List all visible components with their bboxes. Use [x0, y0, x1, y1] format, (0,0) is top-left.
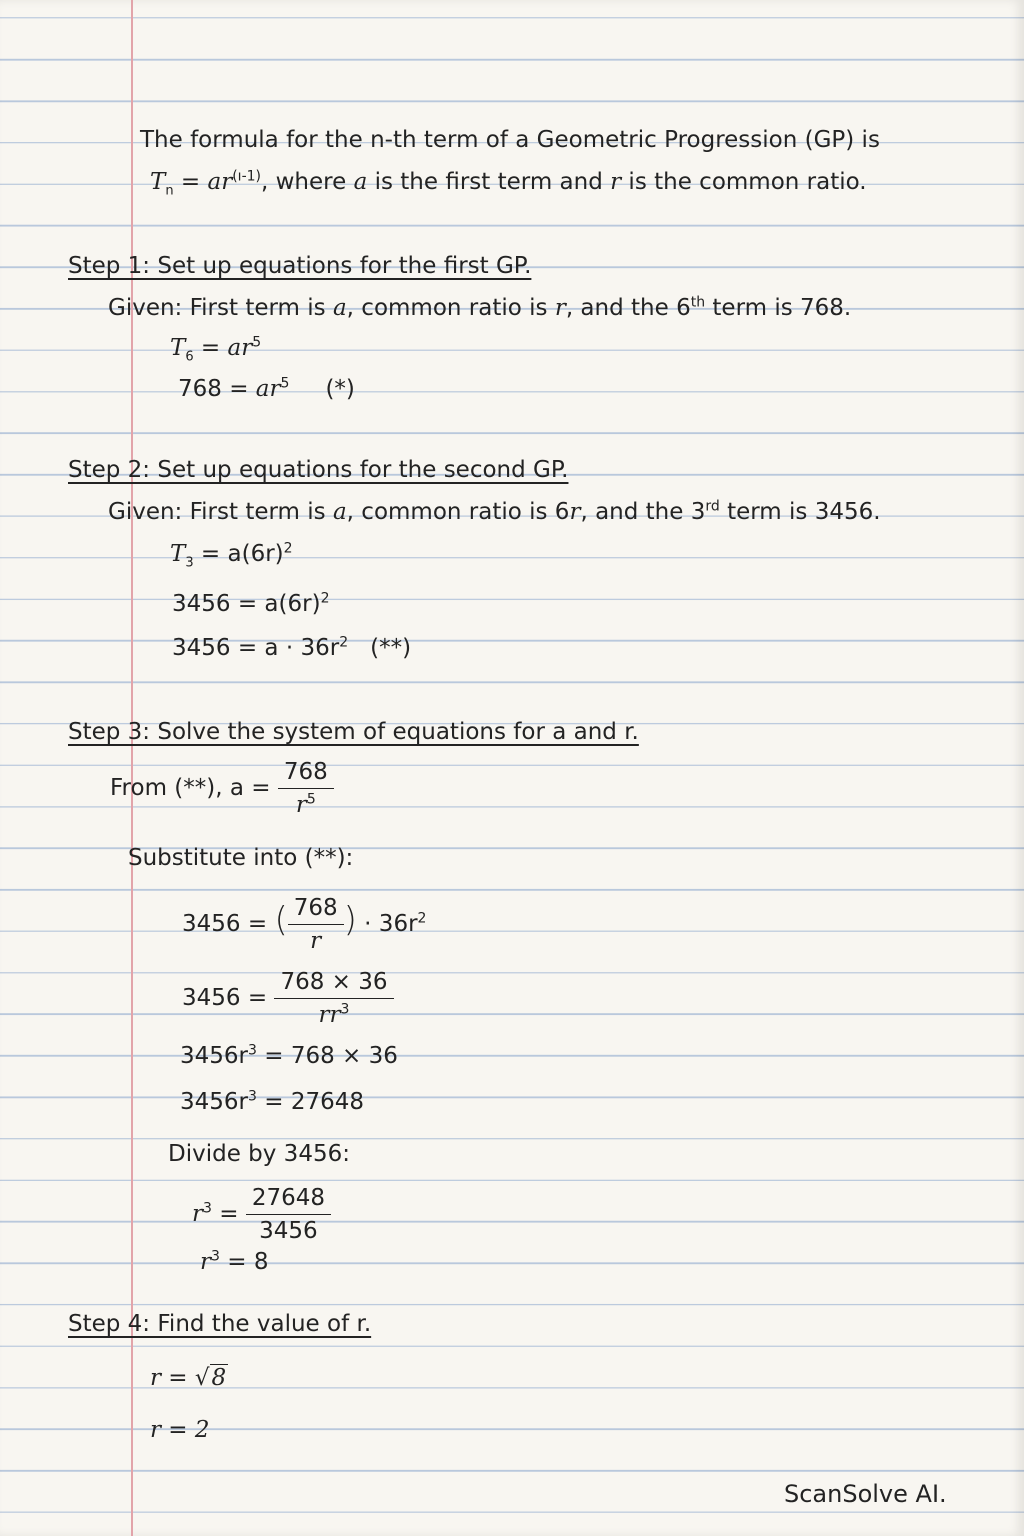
step3-from-den-var: r [295, 792, 307, 818]
step3-eq3-rhs: = 768 × 36 [256, 1043, 398, 1069]
step1-given-a: Given: First term is [108, 295, 333, 321]
step3-eq2-den-exp: 3 [340, 1001, 350, 1018]
formula-rest-a: , where [261, 169, 354, 195]
step3-eq4 [180, 1088, 364, 1116]
step3-eq1 [182, 894, 426, 955]
step3-eq1-open: ( [274, 900, 288, 940]
step2-var-r: r [569, 499, 581, 525]
step3-eq6-lhs: r [200, 1249, 211, 1275]
step3-eq3-exp: 3 [248, 1042, 257, 1059]
step3-eq4-rhs: = 27648 [256, 1089, 364, 1115]
step3-eq3 [180, 1042, 398, 1070]
step2-given [108, 498, 881, 526]
step3-from [110, 758, 334, 819]
step2-given-a: Given: First term is [108, 499, 333, 525]
step3-eq5 [192, 1184, 331, 1245]
step3-eq3-lhs: 3456r [180, 1043, 248, 1069]
formula-lhs-sub: n [165, 183, 174, 199]
step3-eq2-lhs: 3456 = [182, 985, 275, 1011]
step2-eq2-exp: 2 [320, 590, 330, 607]
step1-eq2-exp: 5 [280, 375, 290, 392]
step1-eq2-tag: (*) [325, 376, 355, 402]
step1-eq1-rhs: ar [227, 335, 253, 361]
step2-eq3-tag: (**) [370, 635, 412, 661]
var-a: a [353, 169, 368, 195]
step3-substitute: Substitute into (**): [128, 845, 354, 871]
step2-eq2-text: 3456 = a(6r) [172, 591, 321, 617]
step2-var-a: a [332, 499, 347, 525]
step3-from-fraction [278, 758, 334, 819]
step2-eq3-exp: 2 [339, 634, 349, 651]
step1-heading: Step 1: Set up equations for the first GP. [68, 253, 532, 279]
step3-eq4-lhs: 3456r [180, 1089, 248, 1115]
step3-eq2 [182, 968, 394, 1029]
step3-eq6-rhs: = 8 [219, 1249, 269, 1275]
step4-eq1-lhs: r = [150, 1365, 195, 1391]
step1-eq2-rhs: ar [255, 376, 281, 402]
step1-given [108, 294, 851, 322]
step3-eq2-den [319, 999, 350, 1029]
step2-eq1 [170, 540, 293, 571]
step3-eq2-num: 768 × 36 [274, 968, 393, 999]
step3-eq2-den-var: rr [318, 1002, 341, 1028]
var-r: r [610, 169, 622, 195]
sqrt-icon: √ [194, 1365, 210, 1391]
formula-exp: (ı-1) [232, 168, 261, 185]
step2-eq3-text: 3456 = a · 36r [172, 635, 340, 661]
formula-rhs: ar [207, 169, 233, 195]
step3-eq5-num: 27648 [246, 1184, 331, 1215]
step2-eq1-lhs: T [170, 541, 186, 567]
step4-heading: Step 4: Find the value of r. [68, 1311, 372, 1337]
step1-eq2-lhs: 768 = [178, 376, 256, 402]
step3-from-num: 768 [278, 758, 334, 789]
step2-eq1-exp: 2 [283, 540, 293, 557]
step3-from-den-exp: 5 [306, 791, 316, 808]
step2-heading: Step 2: Set up equations for the second GP. [68, 457, 569, 483]
step1-given-b: , common ratio is [346, 295, 555, 321]
step2-given-d: term is 3456. [719, 499, 881, 525]
step2-eq2 [172, 590, 329, 618]
formula-lhs: T [150, 169, 166, 195]
step3-eq1-den: r [310, 928, 322, 954]
step1-given-c: , and the 6 [565, 295, 691, 321]
step3-eq1-close: ) [343, 900, 357, 940]
step1-given-sup: th [690, 294, 706, 311]
step2-given-b: , common ratio is 6 [346, 499, 570, 525]
step1-var-r: r [554, 295, 566, 321]
step4-eq1 [150, 1364, 228, 1392]
step3-eq1-rest: · 36r [356, 911, 418, 937]
formula-rest-b: is the first term and [367, 169, 611, 195]
step2-eq3 [172, 634, 411, 662]
step3-eq6-exp: 3 [211, 1248, 220, 1265]
step1-eq1 [170, 334, 262, 365]
intro-line-1 [140, 126, 880, 154]
step3-eq1-exp: 2 [417, 910, 427, 927]
step3-eq1-lhs: 3456 = [182, 911, 275, 937]
step1-eq1-sub: 6 [185, 349, 194, 365]
formula-rest-c: is the common ratio. [621, 169, 867, 195]
step3-heading: Step 3: Solve the system of equations for a and r. [68, 719, 639, 745]
step4-eq1-radicand: 8 [211, 1365, 227, 1391]
step3-eq1-num: 768 [288, 894, 344, 925]
step3-eq1-fraction [288, 894, 344, 955]
step2-eq1-rhs: = a(6r) [193, 541, 284, 567]
step1-eq1-lhs: T [170, 335, 186, 361]
step3-eq2-fraction [274, 968, 393, 1029]
intro-line-2 [150, 168, 867, 199]
step2-eq1-sub: 3 [185, 555, 194, 571]
step1-eq2 [178, 375, 355, 403]
step3-eq5-lhs: r [192, 1201, 203, 1227]
step3-from-den [296, 789, 316, 819]
step1-given-d: term is 768. [705, 295, 852, 321]
step1-var-a: a [332, 295, 347, 321]
step3-from-label: From (**), a = [110, 775, 278, 801]
formula-eq: = [173, 169, 208, 195]
step3-eq5-den: 3456 [259, 1218, 318, 1244]
step4-eq2: r = 2 [150, 1417, 210, 1443]
step2-given-c: , and the 3 [580, 499, 706, 525]
step2-given-sup: rd [705, 498, 720, 515]
step3-eq5-fraction [246, 1184, 331, 1245]
step1-eq1-eq: = [193, 335, 228, 361]
step1-eq1-exp: 5 [252, 334, 262, 351]
step3-eq5-eq: = [211, 1201, 246, 1227]
step3-eq5-exp: 3 [203, 1200, 212, 1217]
step3-eq4-exp: 3 [248, 1088, 257, 1105]
step3-eq6 [200, 1248, 268, 1276]
step3-divide: Divide by 3456: [168, 1141, 350, 1167]
intro-text: The formula for the n-th term of a Geometric Progression (GP) is [140, 127, 880, 153]
brand-signature: ScanSolve AI. [784, 1480, 947, 1508]
